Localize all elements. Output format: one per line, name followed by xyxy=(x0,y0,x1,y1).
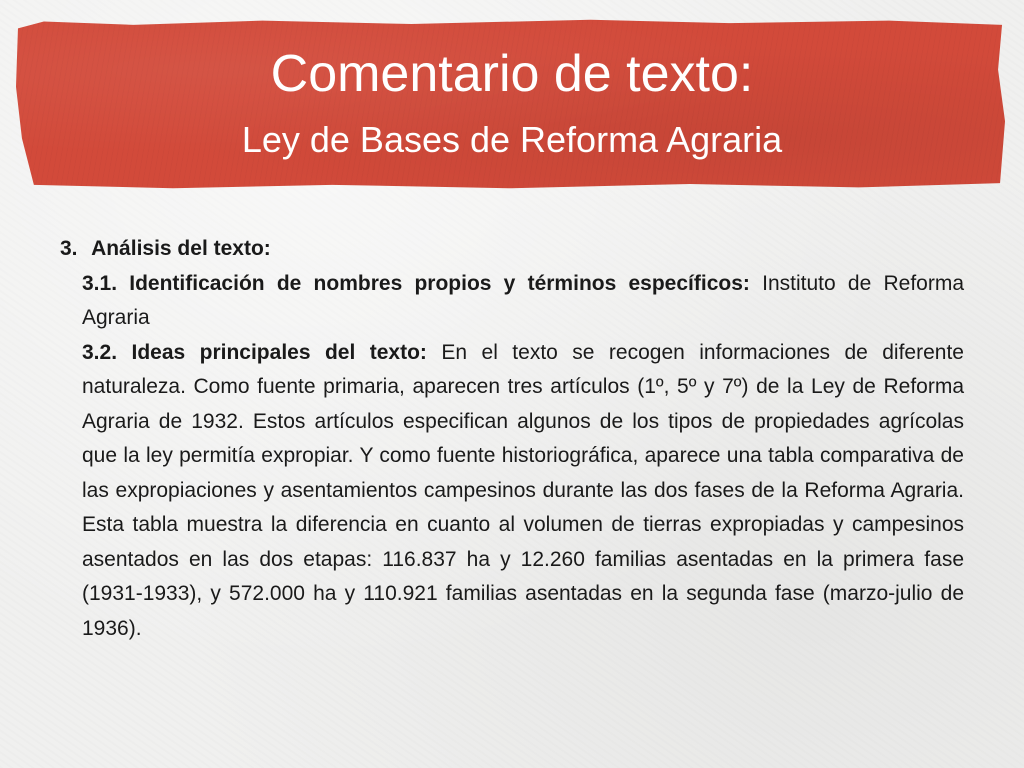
subsection-ideas-label: 3.2. Ideas principales del texto: xyxy=(82,340,427,364)
slide-subtitle: Ley de Bases de Reforma Agraria xyxy=(241,119,783,160)
section-heading-text: Análisis del texto: xyxy=(91,237,271,260)
subsection-names xyxy=(82,267,964,336)
slide-body xyxy=(60,232,964,646)
subsection-names-text: Instituto de Reforma Agraria xyxy=(82,271,964,329)
subsection-ideas-text: En el texto se recogen informaciones de diferente naturaleza. Como fuente primaria, aparecen tres artículos (1º, 5º y 7º) de la Ley de Reforma Agraria de 1932. Estos artículos especifican algunos de los tipos de propiedades agrícolas que la ley permitía expropiar. Y como fuente historiográfica, aparece una tabla comparativa de las expropiaciones y asentamientos campesinos durante las dos fases de la Reforma Agraria. Esta tabla muestra la diferencia en cuanto al volumen de tierras expropiadas y campesinos asentados en las dos etapas: 116.837 ha y 12.260 familias asentadas en la primera fase (1931-1933), y 572.000 ha y 110.921 familias asentadas en la segunda fase (marzo-julio de 1936). xyxy=(82,340,964,640)
section-heading xyxy=(60,232,964,267)
subsection-names-label: 3.1. Identificación de nombres propios y términos específicos: xyxy=(82,271,750,295)
section-number: 3. xyxy=(60,237,78,260)
subsection-ideas xyxy=(82,336,964,647)
slide-title: Comentario de texto: xyxy=(270,45,754,103)
